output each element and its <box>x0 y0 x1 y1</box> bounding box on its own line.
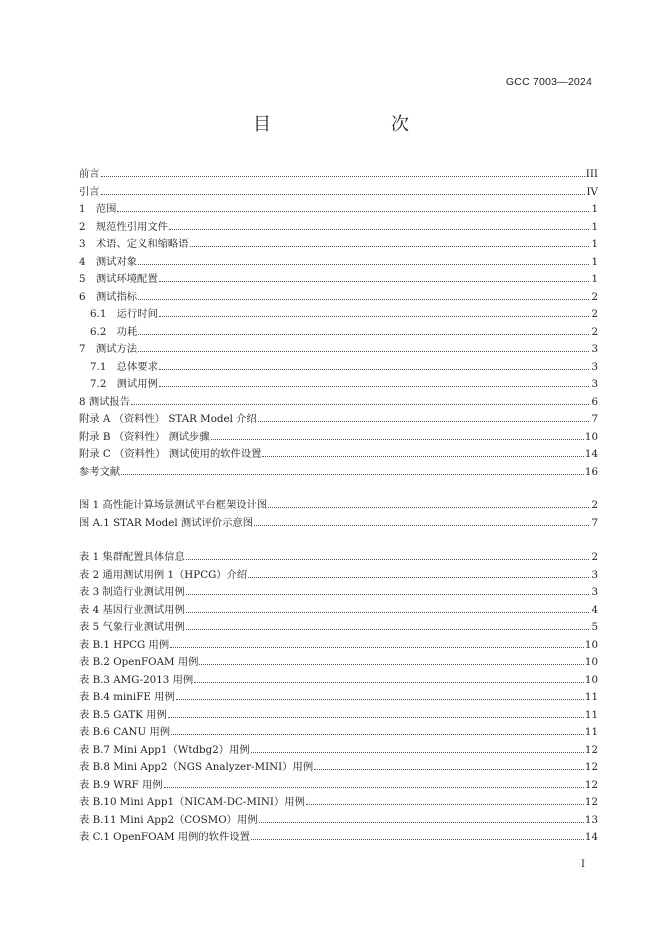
toc-entry-page: 3 <box>591 343 598 355</box>
toc-entry-page: 2 <box>591 290 598 303</box>
toc-entry-label: 3 术语、定义和缩略语 <box>79 238 189 250</box>
dot-leader <box>259 821 584 823</box>
toc-entry-label: 图 1 高性能计算场景测试平台框架设计图 <box>79 499 268 511</box>
toc-entry-page: 12 <box>584 761 598 773</box>
toc-entry-page: 7 <box>591 516 598 529</box>
toc-entry-page: 1 <box>591 220 598 233</box>
toc-entry[interactable] <box>79 219 598 237</box>
table-entry[interactable] <box>79 794 598 812</box>
toc-entry-label: 表 C.1 OpenFOAM 用例的软件设置 <box>79 831 250 843</box>
dot-leader <box>211 438 584 440</box>
toc-entry-page: 4 <box>591 603 598 616</box>
dot-leader <box>314 768 584 770</box>
toc-entry-label: 2 规范性引用文件 <box>79 220 168 233</box>
toc-entry-page: 2 <box>591 308 598 320</box>
toc-entry-label: 表 3 制造行业测试用例 <box>79 586 185 598</box>
table-entry[interactable] <box>79 759 598 777</box>
table-entry[interactable] <box>79 672 598 690</box>
dot-leader <box>169 228 589 230</box>
toc-entry-label: 引言 <box>79 185 100 198</box>
toc-main-list <box>79 166 598 481</box>
table-entry[interactable] <box>79 707 598 725</box>
dot-leader <box>138 298 589 300</box>
dot-leader <box>138 350 589 352</box>
toc-entry[interactable] <box>79 341 598 359</box>
page-number: I <box>581 859 585 870</box>
toc-entry-page: 3 <box>591 360 598 373</box>
toc-entry-label: 表 B.5 GATK 用例 <box>79 708 167 721</box>
toc-entry-page: 14 <box>584 831 598 843</box>
dot-leader <box>258 420 589 422</box>
toc-entry-page: 12 <box>584 743 598 756</box>
dot-leader <box>194 681 584 683</box>
toc-entry-label: 4 测试对象 <box>79 255 138 268</box>
toc-entry-label: 6 测试指标 <box>79 290 138 303</box>
toc-entry[interactable] <box>79 289 598 307</box>
toc-entry-label: 表 B.2 OpenFOAM 用例 <box>79 656 199 668</box>
dot-leader <box>186 628 589 630</box>
toc-entry[interactable] <box>79 166 598 184</box>
dot-leader <box>168 716 584 718</box>
toc-entry-page: 2 <box>591 325 598 338</box>
toc-entry-label: 表 B.10 Mini App1（NICAM-DC-MINI）用例 <box>79 796 305 808</box>
toc-entry-page: 13 <box>584 813 598 826</box>
figure-entry[interactable] <box>79 497 598 515</box>
table-entry[interactable] <box>79 812 598 830</box>
toc-entry-page: 10 <box>584 430 598 443</box>
dot-leader <box>131 403 589 405</box>
table-entry[interactable] <box>79 724 598 742</box>
toc-entry[interactable] <box>79 201 598 219</box>
toc-entry[interactable] <box>79 376 598 394</box>
toc-entry-page: 1 <box>591 255 598 268</box>
toc-tables-list <box>79 549 598 847</box>
dot-leader <box>262 455 583 457</box>
toc-entry[interactable] <box>79 429 598 447</box>
toc-entry-page: 16 <box>584 465 598 478</box>
toc-entry-label: 表 B.8 Mini App2（NGS Analyzer-MINI）用例 <box>79 761 314 773</box>
dot-leader <box>248 576 589 578</box>
toc-entry-label: 1 范围 <box>79 203 117 215</box>
toc-entry-page: 6 <box>591 395 598 408</box>
toc-entry-label: 表 B.3 AMG-2013 用例 <box>79 673 194 686</box>
toc-entry-label: 附录 C （资料性） 测试使用的软件设置 <box>79 448 262 460</box>
table-entry[interactable] <box>79 602 598 620</box>
toc-entry[interactable] <box>79 411 598 429</box>
toc-entry-page: 14 <box>584 448 598 460</box>
dot-leader <box>159 368 589 370</box>
toc-entry-label: 参考文献 <box>79 465 121 478</box>
toc-entry-page: 3 <box>591 586 598 598</box>
toc-entry-label: 表 1 集群配置具体信息 <box>79 551 185 563</box>
table-entry[interactable] <box>79 777 598 795</box>
toc-entry-label: 表 B.6 CANU 用例 <box>79 726 171 738</box>
toc-entry[interactable] <box>79 464 598 482</box>
table-entry[interactable] <box>79 829 598 847</box>
toc-entry-label: 表 2 通用测试用例 1（HPCG）介绍 <box>79 568 248 581</box>
toc-entry-page: 11 <box>584 708 598 721</box>
toc-entry-page: 1 <box>591 238 598 250</box>
toc-entry[interactable] <box>79 236 598 254</box>
document-code: GCC 7003—2024 <box>505 76 592 88</box>
dot-leader <box>251 751 584 753</box>
toc-entry[interactable] <box>79 359 598 377</box>
toc-entry-page: 1 <box>591 203 598 215</box>
toc-entry-page: 11 <box>584 726 598 738</box>
dot-leader <box>159 280 589 282</box>
dot-leader <box>190 245 589 247</box>
dot-leader <box>159 385 589 387</box>
toc-entry-label: 表 B.9 WRF 用例 <box>79 778 163 791</box>
dot-leader <box>138 263 589 265</box>
toc-entry-page: 10 <box>584 638 598 651</box>
dot-leader <box>159 315 589 317</box>
toc-entry-page: 7 <box>591 413 598 425</box>
toc-entry-label: 7.2 测试用例 <box>90 378 158 390</box>
toc-figures-list <box>79 497 598 532</box>
dot-leader <box>101 175 585 177</box>
dot-leader <box>171 733 584 735</box>
dot-leader <box>138 333 589 335</box>
figure-entry[interactable] <box>79 515 598 533</box>
toc-entry[interactable] <box>79 446 598 464</box>
toc-entry-label: 7.1 总体要求 <box>90 360 158 373</box>
dot-leader <box>121 473 584 475</box>
dot-leader <box>101 193 586 195</box>
toc-entry-label: 表 B.7 Mini App1（Wtdbg2）用例 <box>79 743 250 756</box>
toc-entry-label: 表 4 基因行业测试用例 <box>79 603 185 616</box>
toc-entry[interactable] <box>79 254 598 272</box>
dot-leader <box>306 803 584 805</box>
dot-leader <box>117 210 589 212</box>
toc-entry[interactable] <box>79 306 598 324</box>
toc-entry[interactable] <box>79 271 598 289</box>
table-entry[interactable] <box>79 689 598 707</box>
toc-entry-page: 3 <box>591 378 598 390</box>
table-entry[interactable] <box>79 654 598 672</box>
table-entry[interactable] <box>79 567 598 585</box>
toc-entry-page: 10 <box>584 673 598 686</box>
toc-entry-page: 12 <box>584 796 598 808</box>
dot-leader <box>254 524 589 526</box>
dot-leader <box>268 506 589 508</box>
table-entry[interactable] <box>79 549 598 567</box>
table-entry[interactable] <box>79 619 598 637</box>
toc-entry-page: 12 <box>584 778 598 791</box>
dot-leader <box>164 786 584 788</box>
toc-entry-label: 表 B.1 HPCG 用例 <box>79 638 170 651</box>
toc-entry-label: 6.1 运行时间 <box>90 308 158 320</box>
dot-leader <box>186 558 589 560</box>
toc-entry-label: 前言 <box>79 168 100 180</box>
toc-entry[interactable] <box>79 184 598 202</box>
toc-entry-label: 表 B.4 miniFE 用例 <box>79 691 175 703</box>
table-entry[interactable] <box>79 742 598 760</box>
toc-entry-page: 1 <box>591 273 598 285</box>
table-entry[interactable] <box>79 637 598 655</box>
toc-entry[interactable] <box>79 394 598 412</box>
toc-entry-label: 附录 B （资料性） 测试步骤 <box>79 430 210 443</box>
dot-leader <box>186 611 589 613</box>
toc-entry-label: 8 测试报告 <box>79 395 131 408</box>
toc-entry-label: 表 B.11 Mini App2（COSMO）用例 <box>79 813 258 826</box>
dot-leader <box>170 646 584 648</box>
toc-entry-page: 2 <box>591 551 598 563</box>
toc-entry-label: 7 测试方法 <box>79 343 138 355</box>
toc-entry-label: 图 A.1 STAR Model 测试评价示意图 <box>79 516 253 529</box>
toc-entry-label: 6.2 功耗 <box>90 325 138 338</box>
page-title: 目 次 <box>253 114 437 135</box>
toc-entry[interactable] <box>79 324 598 342</box>
toc-entry-page: 2 <box>591 499 598 511</box>
dot-leader <box>176 698 584 700</box>
toc-entry-page: III <box>585 168 598 180</box>
dot-leader <box>251 838 584 840</box>
table-entry[interactable] <box>79 584 598 602</box>
toc-entry-page: 3 <box>591 568 598 581</box>
dot-leader <box>199 663 583 665</box>
toc-entry-page: 5 <box>591 621 598 633</box>
toc-entry-label: 附录 A （资料性） STAR Model 介绍 <box>79 413 257 425</box>
toc-entry-page: 10 <box>584 656 598 668</box>
toc-entry-page: IV <box>586 185 598 198</box>
dot-leader <box>186 593 589 595</box>
toc-entry-label: 5 测试环境配置 <box>79 273 158 285</box>
toc-entry-label: 表 5 气象行业测试用例 <box>79 621 185 633</box>
toc-entry-page: 11 <box>584 691 598 703</box>
